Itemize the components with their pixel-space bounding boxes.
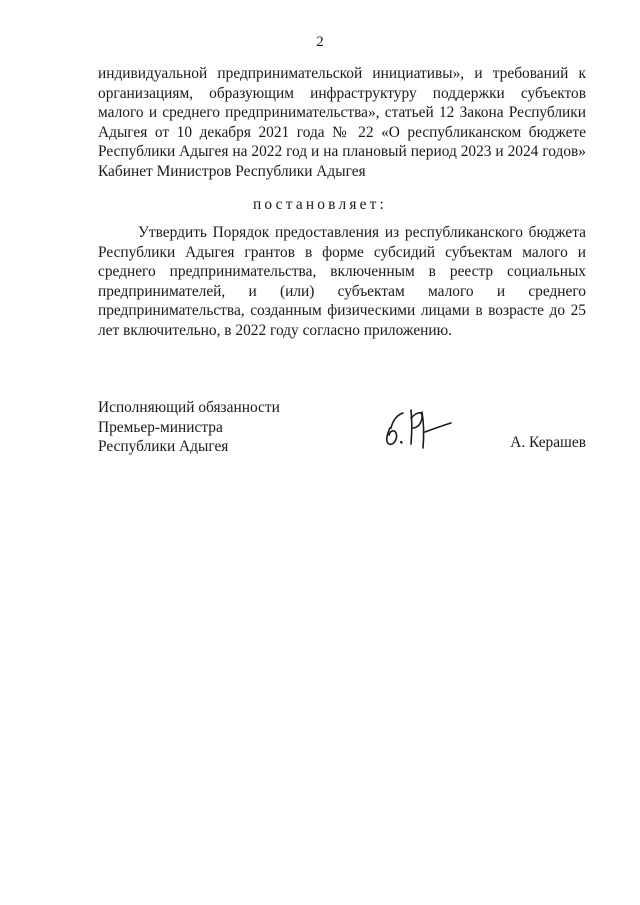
intro-paragraph: индивидуальной предпринимательской инициативы», и требований к организациям, образующим инфраструктуру поддержки субъектов малого и среднего предпринимательства», статьей 12 Закона Республики Адыгея от 10 декабря 2021 года № 22 «О республиканском бюджете Республики Адыгея на 2022 год и на плановый период 2023 и 2024 годов» Кабинет Министров Республики Адыгея bbox=[98, 65, 586, 180]
signer-position-line-3: Республики Адыгея bbox=[98, 438, 229, 455]
signer-position-line-1: Исполняющий обязанности bbox=[98, 399, 280, 416]
signature-block bbox=[98, 398, 586, 478]
resolution-verb: постановляет: bbox=[252, 196, 388, 213]
signer-position-line-2: Премьер-министра bbox=[98, 418, 223, 436]
decree-paragraph: Утвердить Порядок предоставления из республиканского бюджета Республики Адыгея грантов в форме субсидий субъектам малого и среднего предпринимательства, включенным в реестр социальных предпринимателей, и (или) субъектам малого и среднего предпринимательства, созданным физическими лицами в возрасте до 25 лет включительно, в 2022 году согласно приложению. bbox=[98, 224, 586, 339]
handwritten-signature-icon bbox=[381, 398, 465, 454]
signer-position bbox=[98, 398, 280, 457]
page-number: 2 bbox=[316, 34, 324, 50]
signer-name: А. Керашев bbox=[510, 434, 586, 451]
